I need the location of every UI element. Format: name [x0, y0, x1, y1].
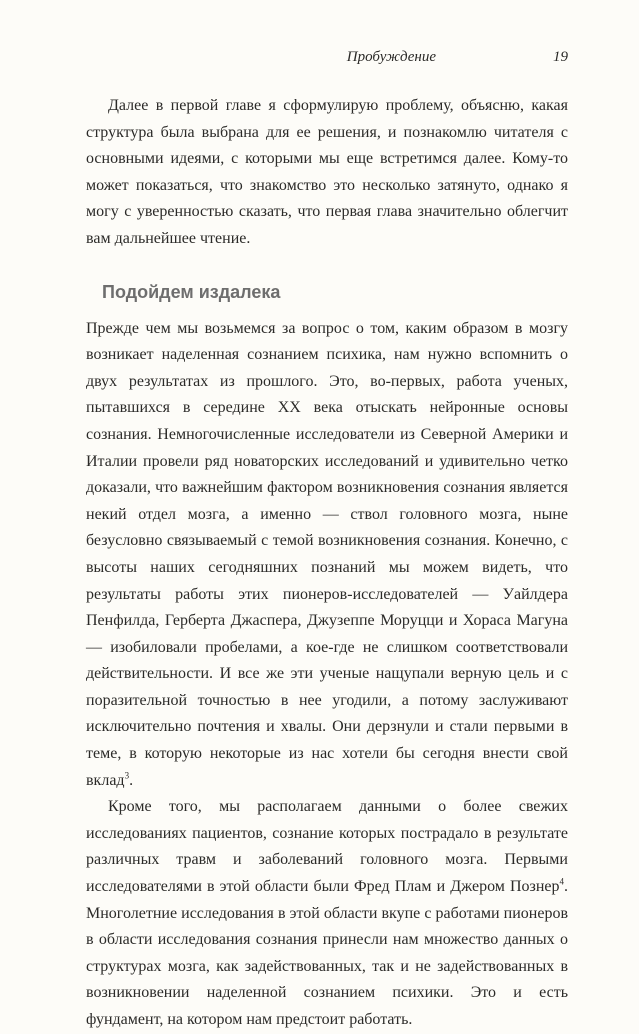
section-paragraph-2: [86, 794, 568, 1033]
paragraph-text-continued: . Многолетние исследования в этой области вкупе с работами пионеров в области исследования сознания принесли нам множество данных о структурах мозга, как задействованных, так и не задействованных в возникновении наделенной сознанием психики. Это и есть фундамент, на котором нам предстоит работать.: [86, 878, 568, 1028]
page-number: 19: [553, 49, 568, 65]
section-paragraph-1: [86, 316, 568, 795]
paragraph-text: Кроме того, мы располагаем данными о более свежих исследованиях пациентов, сознание которых пострадало в результате различных травм и заболеваний головного мозга. Первыми исследователями в этой области были Фред Плам и Джером Познер: [86, 798, 568, 896]
body-text: [86, 93, 568, 1034]
footnote-marker: 3: [124, 770, 130, 781]
paragraph-text: Прежде чем мы возьмемся за вопрос о том, каким образом в мозгу возникает наделенная сознанием психика, нам нужно вспомнить о двух результатах из прошлого. Это, во-первых, работа ученых, пытавшихся в середине XX века отыскать нейронные основы сознания. Немногочисленные исследователи из Северной Америки и Италии провели ряд новаторских исследований и удивительно четко доказали, что важнейшим фактором возникновения сознания является некий отдел мозга, а именно — ствол головного мозга, ныне безусловно связываемый с темой возникновения сознания. Конечно, с высоты наших сегодняшних познаний мы можем видеть, что результаты работы этих пионеров-исследователей — Уайлдера Пенфилда, Герберта Джаспера, Джузеппе Моруцци и Хораса Магуна — изобиловали пробелами, а кое-где не слишком соответствовали действительности. И все же эти ученые нащупали верную цель и с поразительной точностью в нее угодили, а потому заслуживают исключительно почтения и хвалы. Они дерзнули и стали первыми в теме, в которую некоторые из нас хотели бы сегодня внести свой вклад: [86, 319, 568, 789]
paragraph-tail: .: [129, 771, 134, 789]
footnote-marker: 4: [559, 876, 564, 887]
running-head: [86, 49, 568, 71]
section-heading: Подойдем издалека: [102, 281, 281, 302]
running-title: Пробуждение: [346, 49, 436, 65]
intro-paragraph: Далее в первой главе я сформулирую проблему, объясню, какая структура была выбрана для ее решения, и познакомлю читателя с основными идеями, с которыми мы еще встретимся далее. Кому-то может показаться, что знакомство это несколько затянуто, однако я могу с уверенностью сказать, что первая глава значительно облегчит вам дальнейшее чтение.: [86, 97, 568, 247]
